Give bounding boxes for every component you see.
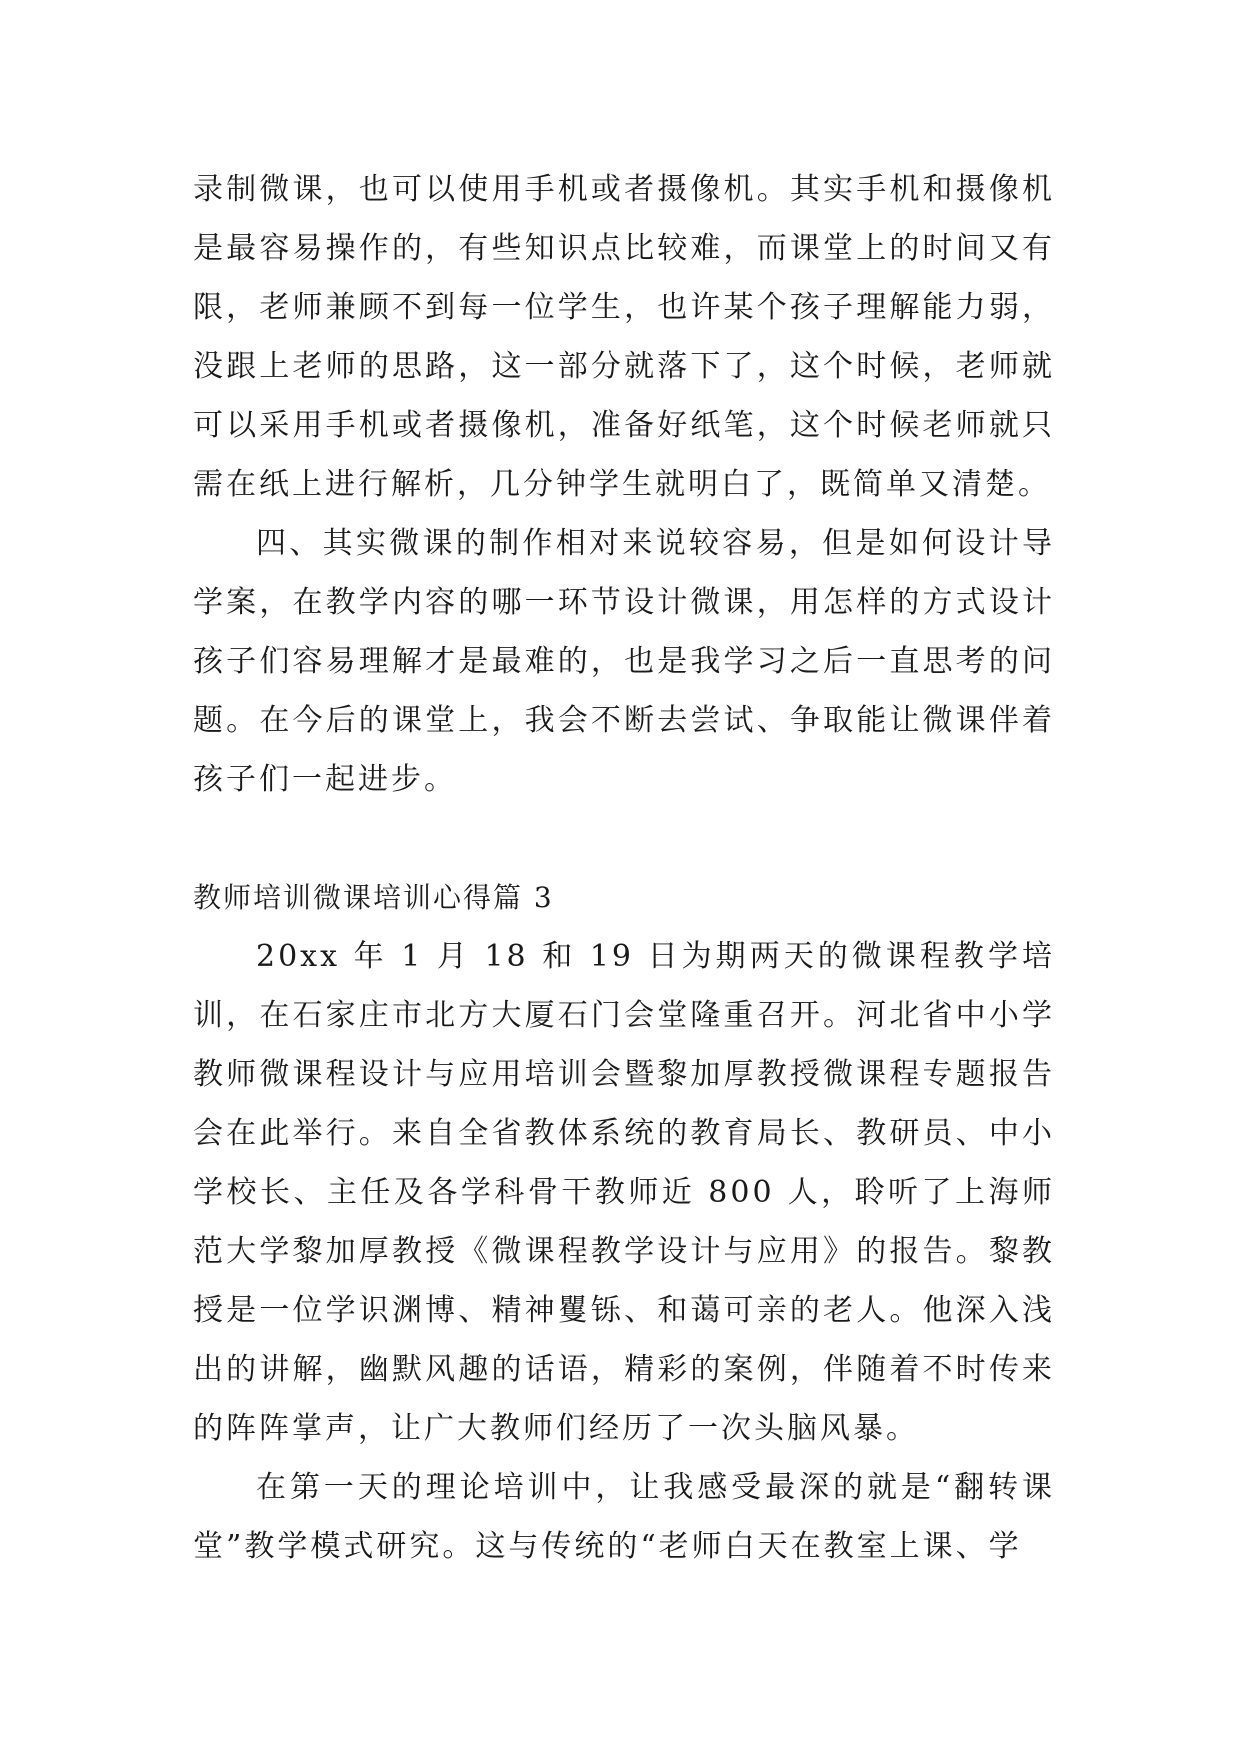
section-title: 教师培训微课培训心得篇 3 bbox=[193, 881, 554, 914]
paragraph-continued: 录制微课，也可以使用手机或者摄像机。其实手机和摄像机是最容易操作的，有些知识点比较难，而课堂上的时间又有限，老师兼顾不到每一位学生，也许某个孩子理解能力弱，没跟上老师的思路，这一部分就落下了，这个时候，老师就可以采用手机或者摄像机，准备好纸笔，这个时候老师就只需在纸上进行解析，几分钟学生就明白了，既简单又清楚。 bbox=[193, 172, 1055, 502]
section-paragraph-1: 20xx 年 1 月 18 和 19 日为期两天的微课程教学培训，在石家庄市北方大厦石门会堂隆重召开。河北省中小学教师微课程设计与应用培训会暨黎加厚教授微课程专题报告会在此举行。来自全省教体系统的教育局长、教研员、中小学校长、主任及各学科骨干教师近 800 人，聆听了上海师范大学黎加厚教授《微课程教学设计与应用》的报告。黎教授是一位学识渊博、精神矍铄、和蔼可亲的老人。他深入浅出的讲解，幽默风趣的话语，精彩的案例，伴随着不时传来的阵阵掌声，让广大教师们经历了一次头脑风暴。 bbox=[193, 939, 1055, 1446]
paragraph-point-four: 四、其实微课的制作相对来说较容易，但是如何设计导学案，在教学内容的哪一环节设计微课，用怎样的方式设计孩子们容易理解才是最难的，也是我学习之后一直思考的问题。在今后的课堂上，我会不断去尝试、争取能让微课伴着孩子们一起进步。 bbox=[193, 526, 1055, 797]
section-paragraph-2: 在第一天的理论培训中，让我感受最深的就是“翻转课堂”教学模式研究。这与传统的“老师白天在教室上课、学 bbox=[193, 1470, 1055, 1564]
document-body bbox=[193, 160, 1055, 1576]
